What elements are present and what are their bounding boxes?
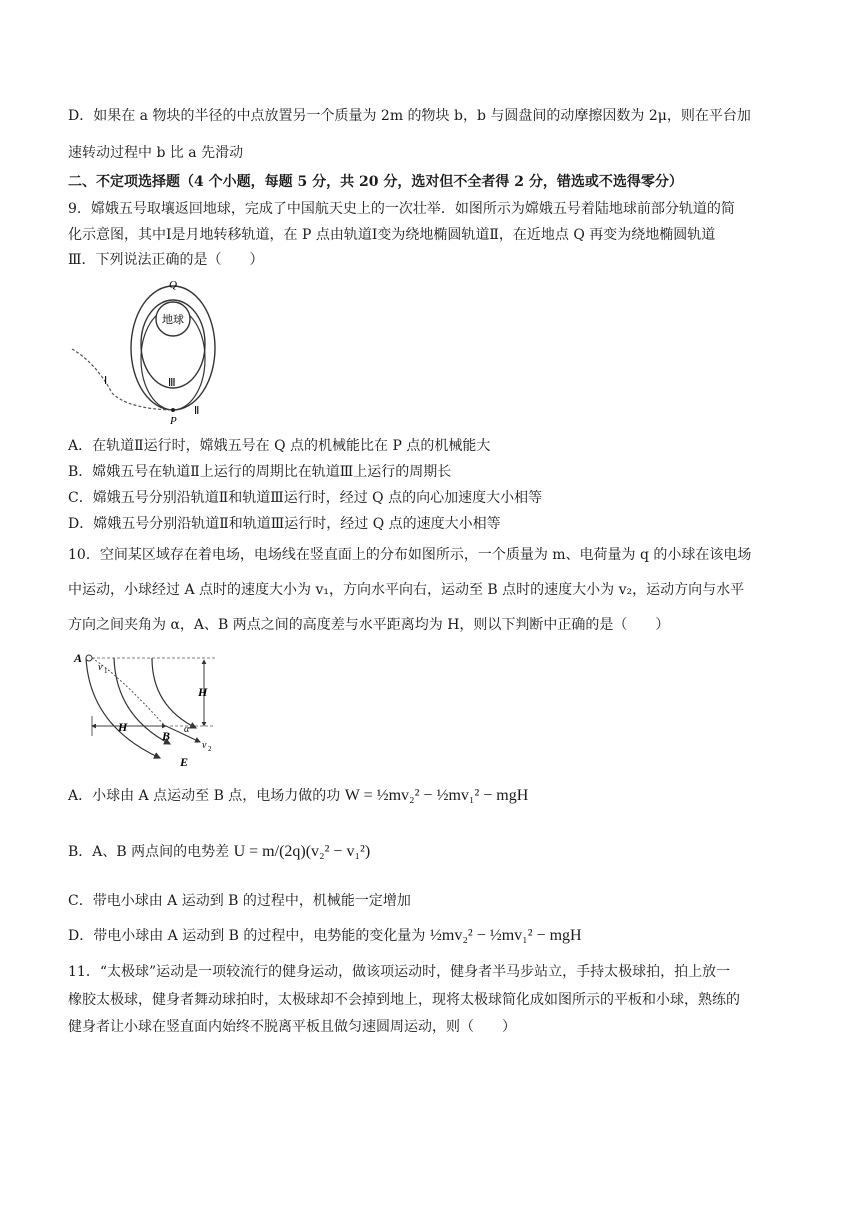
q10-option-a <box>68 786 528 806</box>
q9-stem-line2: 化示意图，其中Ⅰ是月地转移轨道，在 P 点由轨道Ⅰ变为绕地椭圆轨道Ⅱ，在近地点 Q 再变为绕地椭圆轨道 <box>68 227 716 243</box>
q10-field-figure <box>70 646 230 768</box>
q10-option-b-text: B．A、B 两点间的电势差 <box>68 844 230 860</box>
section-header: 二、不定项选择题（4 个小题，每题 5 分，共 20 分，选对但不全者得 2 分，错选或不选得零分） <box>68 174 683 190</box>
prev-option-d-line1: D．如果在 a 物块的半径的中点放置另一个质量为 2m 的物块 b，b 与圆盘间的动摩擦因数为 2μ，则在平台加 <box>68 108 751 124</box>
q9-label-q: Q <box>169 279 177 291</box>
q9-stem-line1: 9．嫦娥五号取壤返回地球，完成了中国航天史上的一次壮举．如图所示为嫦娥五号着陆地球前部分轨道的简 <box>68 201 735 217</box>
q9-stem-line3: Ⅲ．下列说法正确的是（ ） <box>68 252 264 268</box>
q10-stem-line2: 中运动，小球经过 A 点时的速度大小为 v₁，方向水平向右，运动至 B 点时的速度大小为 v₂，运动方向与水平 <box>68 582 745 598</box>
q9-option-b: B．嫦娥五号在轨道Ⅱ上运行的周期比在轨道Ⅲ上运行的周期长 <box>68 464 452 480</box>
q11-stem-line3: 健身者让小球在竖直面内始终不脱离平板且做匀速圆周运动，则（ ） <box>68 1019 516 1035</box>
q10-label-a: A <box>74 651 83 665</box>
q9-label-orbit1: Ⅰ <box>104 375 108 387</box>
q10-option-d <box>68 926 582 946</box>
q10-option-d-formula: ½mv₂² − ½mv₁² − mgH <box>429 927 582 944</box>
prev-option-d-line2: 速转动过程中 b 比 a 先滑动 <box>68 145 244 161</box>
q9-orbit-figure <box>66 278 226 428</box>
q10-label-b: B <box>162 729 171 743</box>
q11-stem-line2: 橡胶太极球，健身者舞动球拍时，太极球却不会掉到地上，现将太极球简化成如图所示的平板和小球，熟练的 <box>68 992 740 1008</box>
q10-option-b <box>68 842 370 862</box>
q10-label-v1-sub: 1 <box>104 667 108 675</box>
q10-option-d-text: D．带电小球由 A 运动到 B 的过程中，电势能的变化量为 <box>68 928 426 944</box>
q9-label-orbit3: Ⅲ <box>168 377 176 389</box>
q10-label-v1: v <box>98 662 103 673</box>
q9-label-orbit2: Ⅱ <box>194 405 200 417</box>
q10-stem-line1: 10．空间某区域存在着电场，电场线在竖直面上的分布如图所示，一个质量为 m、电荷量为 q 的小球在该电场 <box>68 547 752 563</box>
q10-label-v2-sub: 2 <box>208 745 212 753</box>
q9-label-p: P <box>170 415 177 427</box>
q10-option-b-formula: U = m/(2q)(v₂² − v₁²) <box>233 843 371 860</box>
q11-stem-line1: 11．“太极球”运动是一项较流行的健身运动，做该项运动时，健身者半马步站立，手持太极球拍，拍上放一 <box>68 964 731 980</box>
q9-option-c: C．嫦娥五号分别沿轨道Ⅱ和轨道Ⅲ运行时，经过 Q 点的向心加速度大小相等 <box>68 490 543 506</box>
q10-label-e: E <box>180 755 189 768</box>
q10-option-a-formula: W = ½mv₂² − ½mv₁² − mgH <box>344 787 529 804</box>
q9-option-a: A．在轨道Ⅱ运行时，嫦娥五号在 Q 点的机械能比在 P 点的机械能大 <box>68 438 491 454</box>
q10-label-v2: v <box>202 740 207 751</box>
q10-option-a-text: A．小球由 A 点运动至 B 点，电场力做的功 <box>68 788 341 804</box>
q10-option-c: C．带电小球由 A 运动到 B 的过程中，机械能一定增加 <box>68 893 411 909</box>
q9-label-earth: 地球 <box>162 314 184 326</box>
q9-option-d: D．嫦娥五号分别沿轨道Ⅱ和轨道Ⅲ运行时，经过 Q 点的速度大小相等 <box>68 516 501 532</box>
q10-stem-line3: 方向之间夹角为 α，A、B 两点之间的高度差与水平距离均为 H，则以下判断中正确的是（ ） <box>68 617 670 633</box>
q10-label-h-vertical: H <box>198 685 208 699</box>
q10-label-h-horizontal: H <box>118 720 128 734</box>
q10-label-alpha: α <box>184 724 190 735</box>
